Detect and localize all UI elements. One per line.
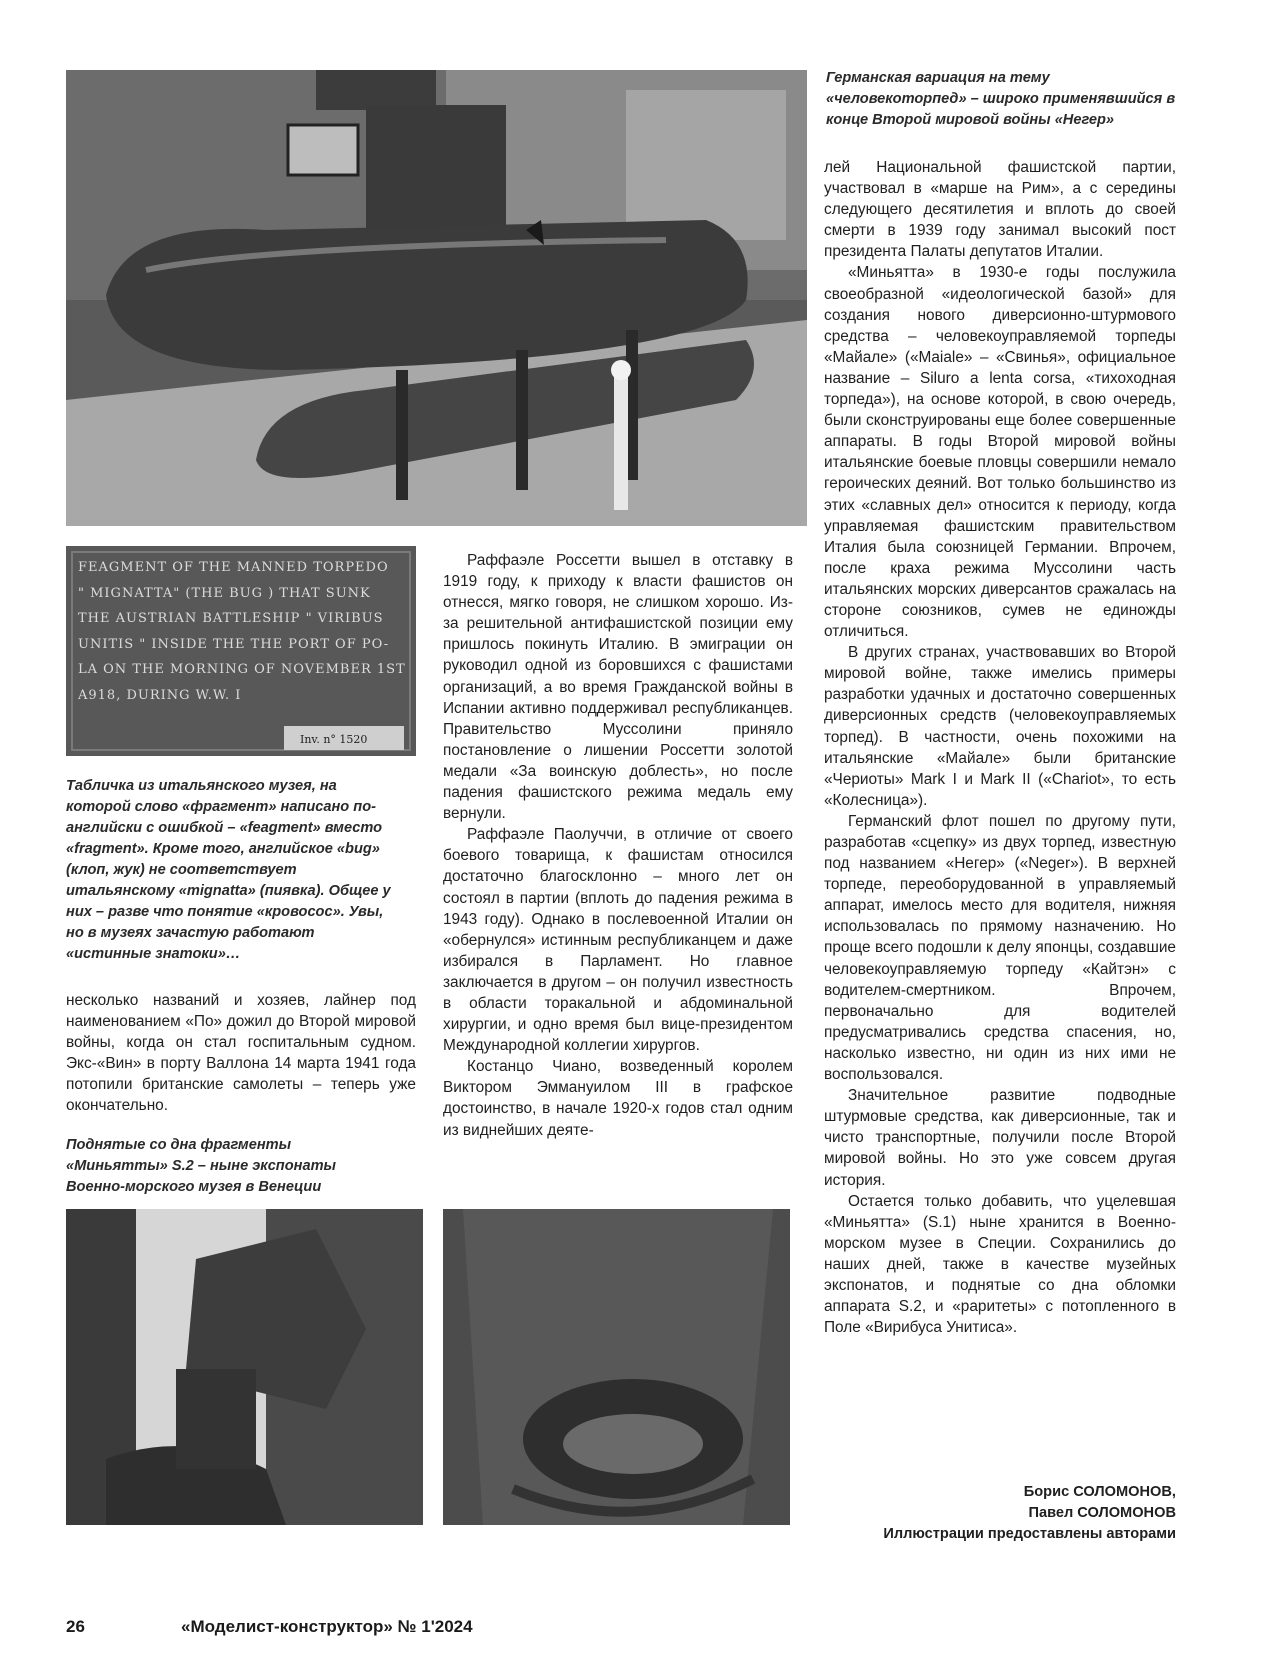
fragment-photo-left bbox=[66, 1209, 423, 1525]
author-name: Борис СОЛОМОНОВ, bbox=[1023, 1484, 1176, 1500]
paragraph: лей Национальной фашистской партии, участвовал в «марше на Рим», а с середины следующего десятилетия и вплоть до своей смерти в 1939 году занимал высокий пост президента Палаты депутатов Италии. bbox=[824, 159, 1176, 261]
plaque-caption: Табличка из итальянского музея, на которой слово «фрагмент» написано по-английски с ошибкой – «feagment» вместо «fragment». Кроме того, английское «bug» (клоп, жук) не соответствует итальянскому «mignatta» (пиявка). Общее у них – разве что понятие «кровосос». Увы, но в музеях зачастую работают «истинные знатоки»… bbox=[66, 778, 391, 962]
paragraph: несколько названий и хозяев, лайнер под наименованием «По» дожил до Второй мировой войны, когда он стал госпитальным судном. Экс-«Вин» в порту Валлона 14 марта 1941 года потопили британские самолеты – теперь уже окончательно. bbox=[66, 992, 416, 1115]
plaque-inventory-number: Inv. n° 1520 bbox=[300, 733, 368, 746]
top-photo-caption: Германская вариация на тему «человекоторпед» – широко применявшийся в конце Второй мировой войны «Негер» bbox=[826, 70, 1176, 128]
plaque-line: LA ON THE MORNING OF NOVEMBER 1ST bbox=[78, 662, 406, 677]
plaque-line: THE AUSTRIAN BATTLESHIP " VIRIBUS bbox=[78, 611, 384, 626]
left-column-text bbox=[66, 990, 416, 1117]
paragraph: В других странах, участвовавших во Второй мировой войне, также имелись примеры разработки удачных и достаточно совершенных диверсионных средств (человекоуправляемых торпед). В частности, очень похожими на итальянские «Майале» были британские «Чериоты» Mark I и Mark II («Chariot», то есть «Колесница»). bbox=[824, 644, 1176, 809]
paragraph: Германский флот пошел по другому пути, разработав «сцепку» из двух торпед, известную под названием «Негер» («Neger»). В верхней торпеде, переоборудованной в управляемый аппарат, имелось место для водителя, нижняя использовалась по прямому назначению. Но проще всего подошли к делу японцы, создавшие человекоуправляемую торпеду «Кайтэн» с водителем-смертником. Впрочем, первоначально для водителей предусматривались средства спасения, но, насколько известно, ни один из них ими не воспользовался. bbox=[824, 812, 1176, 1084]
plaque-line: UNITIS " INSIDE THE THE PORT OF PO- bbox=[78, 636, 390, 652]
plaque-inscription bbox=[78, 555, 418, 708]
middle-column-text bbox=[443, 550, 793, 1141]
paragraph: Раффаэле Россетти вышел в отставку в 1919 году, к приходу к власти фашистов он отнесся, мягко говоря, не слишком хорошо. Из-за решительной антифашистской позиции ему пришлось покинуть Италию. В эмиграции он руководил одной из боровшихся с фашистами организаций, а во время Гражданской войны в Испании активно поддерживал республиканцев. Правительство Муссолини приняло постановление о лишении Россетти золотой медали «За воинскую доблесть», но после падения фашистского режима медаль ему вернули. bbox=[443, 552, 793, 823]
plaque-line: FEAGMENT OF THE MANNED TORPEDO bbox=[78, 560, 389, 575]
right-column-text bbox=[824, 157, 1176, 1338]
author-name: Павел СОЛОМОНОВ bbox=[1028, 1505, 1176, 1521]
journal-title: «Моделист-конструктор» № 1'2024 bbox=[181, 1617, 473, 1636]
fragment-photo-right bbox=[443, 1209, 790, 1525]
illustrations-credit: Иллюстрации предоставлены авторами bbox=[883, 1526, 1176, 1542]
authors-signature bbox=[824, 1482, 1176, 1545]
page-number: 26 bbox=[66, 1617, 85, 1636]
plaque-line: A918, DURING W.W. I bbox=[78, 687, 242, 703]
neger-torpedo-photo bbox=[66, 70, 807, 526]
paragraph: «Миньятта» в 1930-е годы послужила своеобразной «идеологической базой» для создания нового диверсионно-штурмового средства – человекоуправляемой торпеды «Майале» («Maiale» – «Свинья», официальное название – Siluro a lenta corsa, «тихоходная торпеда»), на основе которой, в свою очередь, были сконструированы еще более совершенные аппараты. В годы Второй мировой войны итальянские боевые пловцы совершили немало героических деяний. Вот только большинство из этих «славных дел» относится к периоду, когда управляемая фашистским правительством Италия была союзницей Германии. Впрочем, после краха режима Муссолини часть итальянских морских диверсантов сражалась на стороне союзников, сумев не единожды отличиться. bbox=[824, 264, 1176, 641]
fragments-caption: Поднятые со дна фрагменты «Миньятты» S.2 – ныне экспонаты Военно-морского музея в Венеции bbox=[66, 1137, 337, 1195]
paragraph: Раффаэле Паолуччи, в отличие от своего боевого товарища, к фашистам относился достаточно благосклонно – много лет он состоял в партии (вплоть до падения режима в 1943 году). Однако в послевоенной Италии он «обернулся» истинным республиканцем и даже избирался в Парламент. Но главное заключается в другом – он получил известность в области торакальной и абдоминальной хирургии, и одно время был вице-президентом Международной коллегии хирургов. bbox=[443, 826, 793, 1055]
paragraph: Остается только добавить, что уцелевшая «Миньятта» (S.1) ныне хранится в Военно-морском музее в Специи. Сохранились до наших дней, также в качестве музейных экспонатов, и поднятые со дна обломки аппарата S.2, и «раритеты» с потопленного в Поле «Вирибуса Унитиса». bbox=[824, 1192, 1176, 1337]
paragraph: Значительное развитие подводные штурмовые средства, как диверсионные, так и чисто транспортные, получили после Второй мировой войны. Но это уже совсем другая история. bbox=[824, 1087, 1176, 1189]
plaque-line: " MIGNATTA" (THE BUG ) THAT SUNK bbox=[78, 585, 371, 601]
paragraph: Костанцо Чиано, возведенный королем Виктором Эммануилом III в графское достоинство, в начале 1920-х годов стал одним из виднейших деяте- bbox=[443, 1058, 793, 1139]
